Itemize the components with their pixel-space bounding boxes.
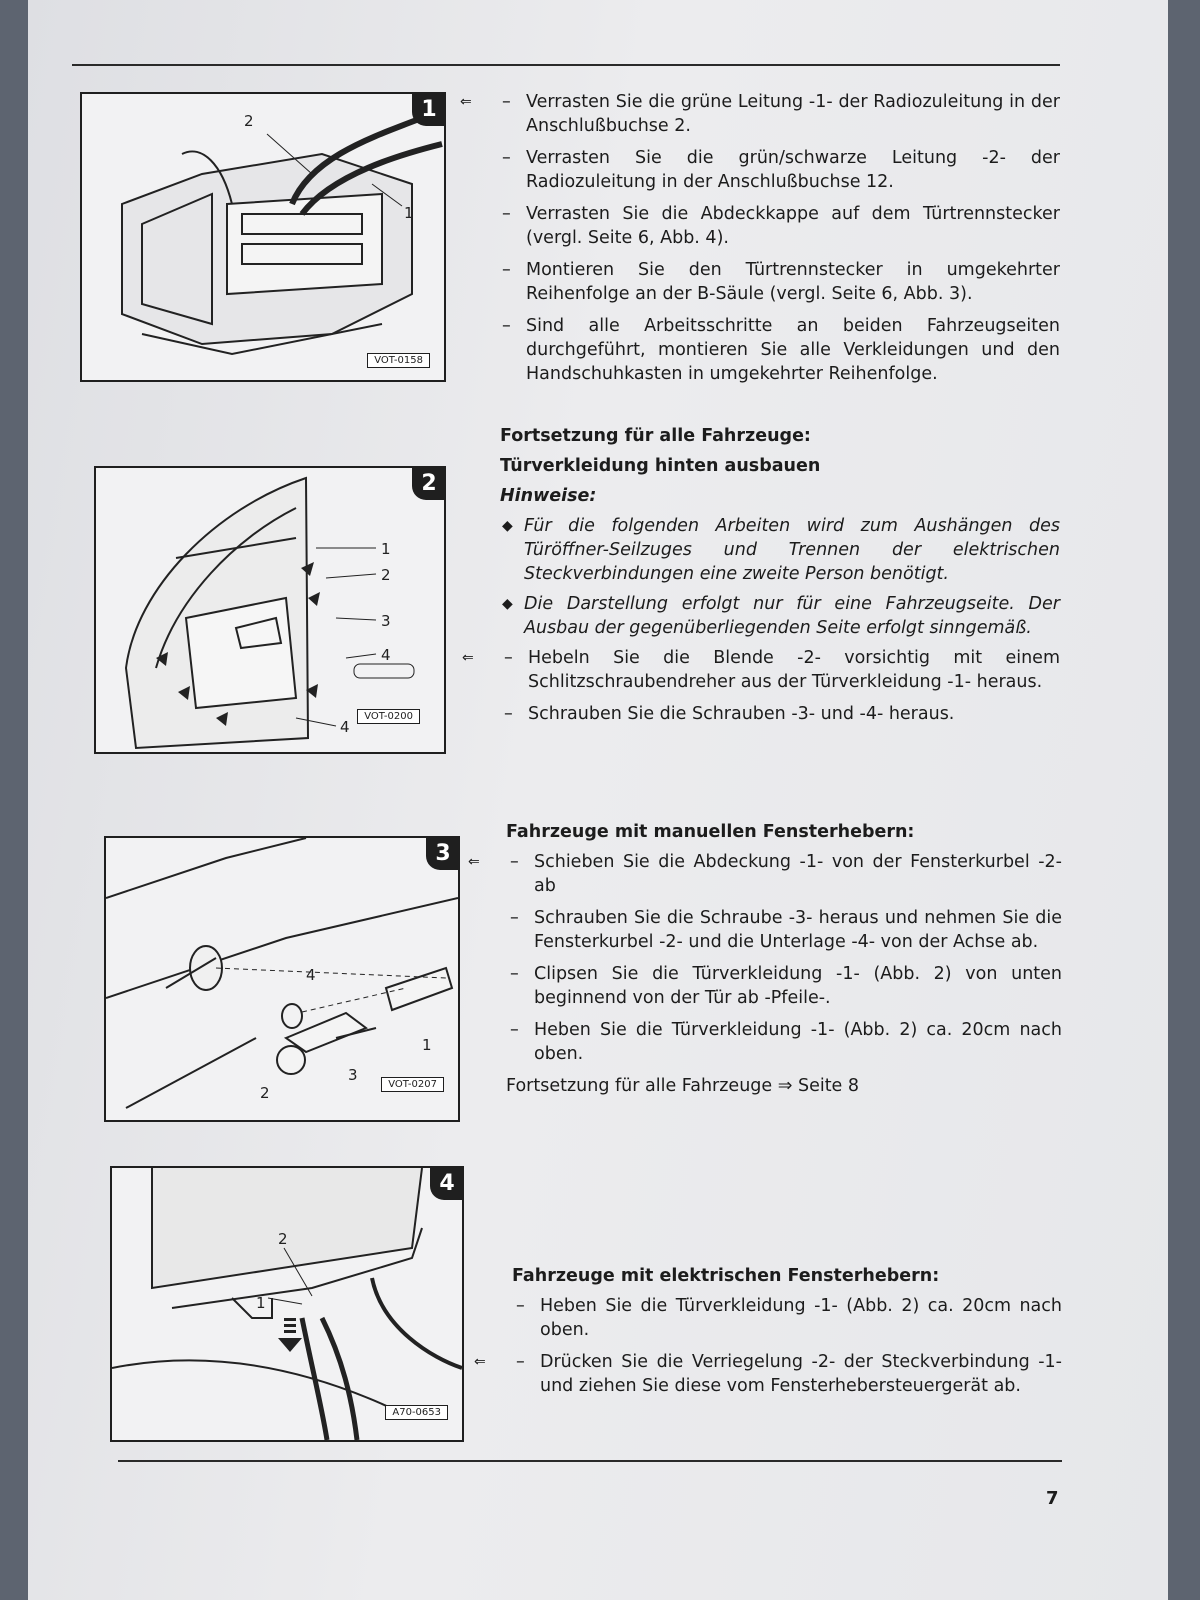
figure-1-code: VOT-0158 — [367, 353, 430, 368]
dash-marker: – — [504, 704, 513, 724]
step — [498, 202, 1060, 250]
figure-1-callout: 1 — [404, 204, 414, 222]
step — [462, 646, 1060, 694]
step-text: Hebeln Sie die Blende -2- vorsichtig mit einem Schlitzschraubendreher aus der Türverkleidung -1- heraus. — [528, 648, 1060, 692]
notes-heading: Hinweise: — [500, 486, 597, 506]
step — [460, 90, 1060, 138]
step-text: Verrasten Sie die grüne Leitung -1- der Radiozuleitung in der Anschlußbuchse 2. — [526, 92, 1060, 136]
figure-1-callout: 2 — [244, 112, 254, 130]
dash-marker: – — [502, 260, 511, 280]
dash-marker: – — [502, 92, 511, 112]
figure-1 — [80, 92, 446, 382]
figure-2-callout: 4 — [340, 718, 350, 736]
dash-marker: – — [510, 908, 519, 928]
step-text: Drücken Sie die Verriegelung -2- der Steckverbindung -1- und ziehen Sie diese vom Fensterhebersteuergerät ab. — [540, 1352, 1062, 1396]
section-heading: Fahrzeuge mit manuellen Fensterhebern: — [506, 822, 915, 842]
section-2 — [462, 410, 1060, 734]
diamond-bullet-icon: ◆ — [502, 596, 513, 612]
figure-3-callout: 3 — [348, 1066, 358, 1084]
reference-arrow-icon: ⇐ — [460, 94, 472, 110]
step — [498, 258, 1060, 306]
step — [468, 850, 1062, 898]
step — [506, 1018, 1062, 1066]
figure-4-number: 4 — [430, 1166, 464, 1200]
dash-marker: – — [502, 204, 511, 224]
step-text: Sind alle Arbeitsschritte an beiden Fahrzeugseiten durchgeführt, montieren Sie alle Verkleidungen und den Handschuhkasten in umgekehrter Reihenfolge. — [526, 316, 1060, 384]
dash-marker: – — [510, 852, 519, 872]
step — [506, 962, 1062, 1010]
section-4 — [474, 1250, 1062, 1406]
figure-2-callout: 4 — [381, 646, 391, 664]
reference-arrow-icon: ⇐ — [474, 1354, 486, 1370]
page-number: 7 — [1046, 1488, 1059, 1509]
step-text: Heben Sie die Türverkleidung -1- (Abb. 2) ca. 20cm nach oben. — [534, 1020, 1062, 1064]
figure-2-code: VOT-0200 — [357, 709, 420, 724]
continuation-reference: Fortsetzung für alle Fahrzeuge ⇒ Seite 8 — [506, 1076, 860, 1096]
step — [498, 314, 1060, 386]
figure-4-drawing — [112, 1168, 462, 1440]
figure-4-code: A70-0653 — [385, 1405, 448, 1420]
figure-4-callout: 2 — [278, 1230, 288, 1248]
reference-arrow-icon: ⇐ — [468, 854, 480, 870]
step — [512, 1294, 1062, 1342]
section-heading: Türverkleidung hinten ausbauen — [500, 456, 821, 476]
note — [500, 514, 1060, 586]
figure-2-callout: 2 — [381, 566, 391, 584]
note — [500, 592, 1060, 640]
figure-1-number: 1 — [412, 92, 446, 126]
section-heading: Fahrzeuge mit elektrischen Fensterhebern: — [512, 1266, 940, 1286]
step-text: Schieben Sie die Abdeckung -1- von der Fensterkurbel -2- ab — [534, 852, 1062, 896]
figure-2 — [94, 466, 446, 754]
figure-3-code: VOT-0207 — [381, 1077, 444, 1092]
figure-4 — [110, 1166, 464, 1442]
step-text: Schrauben Sie die Schraube -3- heraus und nehmen Sie die Fensterkurbel -2- und die Unterlage -4- von der Achse ab. — [534, 908, 1062, 952]
reference-arrow-icon: ⇐ — [462, 650, 474, 666]
dash-marker: – — [516, 1352, 525, 1372]
step-text: Schrauben Sie die Schrauben -3- und -4- heraus. — [528, 704, 955, 724]
step-text: Clipsen Sie die Türverkleidung -1- (Abb. 2) von unten beginnend von der Tür ab -Pfeile-. — [534, 964, 1062, 1008]
dash-marker: – — [502, 316, 511, 336]
step — [474, 1350, 1062, 1398]
note-text: Für die folgenden Arbeiten wird zum Aushängen des Türöffner-Seilzuges und Trennen der elektrischen Steckverbindungen eine zweite Person benötigt. — [524, 516, 1060, 584]
note-text: Die Darstellung erfolgt nur für eine Fahrzeugseite. Der Ausbau der gegenüberliegenden Seite erfolgt sinngemäß. — [524, 594, 1060, 638]
figure-3-number: 3 — [426, 836, 460, 870]
dash-marker: – — [504, 648, 513, 668]
section-heading: Fortsetzung für alle Fahrzeuge: — [500, 426, 811, 446]
dash-marker: – — [502, 148, 511, 168]
step-text: Heben Sie die Türverkleidung -1- (Abb. 2) ca. 20cm nach oben. — [540, 1296, 1062, 1340]
section-1 — [460, 90, 1060, 394]
step — [500, 702, 1060, 726]
figure-3-callout: 4 — [306, 966, 316, 984]
step-text: Verrasten Sie die grün/schwarze Leitung -2- der Radiozuleitung in der Anschlußbuchse 12. — [526, 148, 1060, 192]
step-text: Verrasten Sie die Abdeckkappe auf dem Türtrennstecker (vergl. Seite 6, Abb. 4). — [526, 204, 1060, 248]
step — [498, 146, 1060, 194]
dash-marker: – — [510, 964, 519, 984]
figure-4-callout: 1 — [256, 1294, 266, 1312]
figure-3-callout: 1 — [422, 1036, 432, 1054]
dash-marker: – — [516, 1296, 525, 1316]
diamond-bullet-icon: ◆ — [502, 518, 513, 534]
figure-2-callout: 1 — [381, 540, 391, 558]
step — [506, 906, 1062, 954]
section-3 — [468, 806, 1062, 1098]
step-text: Montieren Sie den Türtrennstecker in umgekehrter Reihenfolge an der B-Säule (vergl. Seite 6, Abb. 3). — [526, 260, 1060, 304]
figure-3-callout: 2 — [260, 1084, 270, 1102]
dash-marker: – — [510, 1020, 519, 1040]
top-rule — [72, 64, 1060, 66]
figure-2-number: 2 — [412, 466, 446, 500]
figure-2-callout: 3 — [381, 612, 391, 630]
figure-3 — [104, 836, 460, 1122]
manual-page — [28, 0, 1168, 1600]
bottom-rule — [118, 1460, 1062, 1462]
figure-1-drawing — [82, 94, 444, 380]
